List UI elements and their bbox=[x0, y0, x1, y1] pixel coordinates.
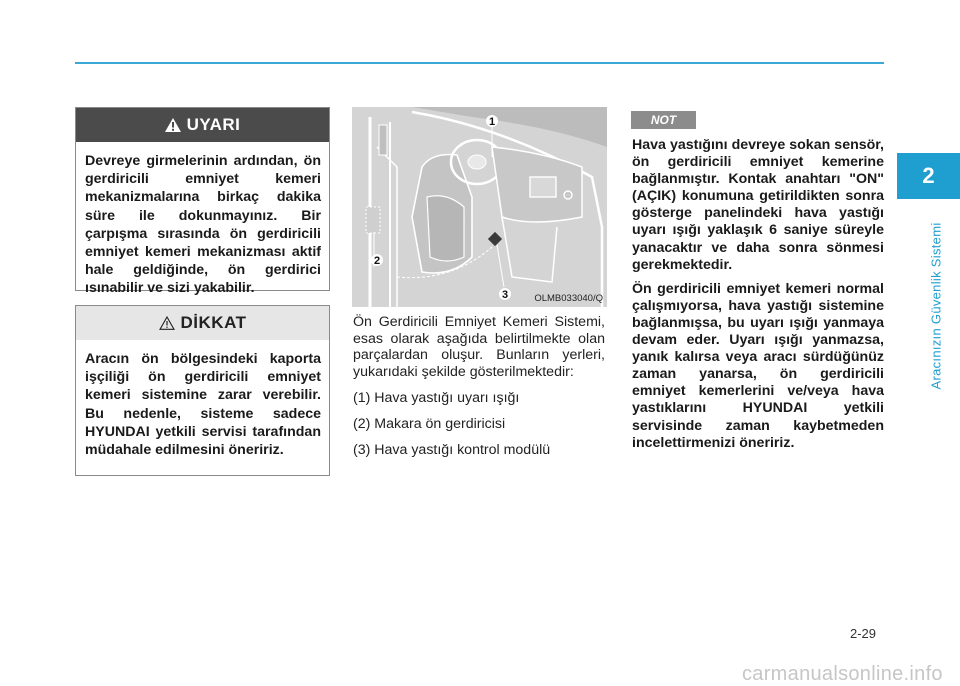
warning-header bbox=[76, 108, 329, 142]
intro-paragraph: Ön Gerdiricili Emniyet Kemeri Sistemi, esas olarak aşağıda belirtilmekte olan parçalardan oluşur. Bunların yerleri, yukarıdaki şekilde gösterilmektedir: bbox=[353, 314, 605, 380]
note-paragraph-1: Hava yastığını devreye sokan sensör, ön gerdiricili emniyet kemerine bağlanmıştır. Kontak anahtarı "ON" (AÇIK) konumuna getirildikten sonra gösterge panelindeki hava yastığı uyarı ışığı yaklaşık 6 saniye süreyle yanacaktır ve daha sonra sönmesi gerekmektedir. bbox=[632, 137, 884, 273]
figure-code: OLMB033040/Q bbox=[534, 293, 603, 304]
chapter-title bbox=[926, 216, 946, 396]
callout-3: 3 bbox=[501, 289, 509, 301]
main-text bbox=[353, 314, 605, 467]
seatbelt-pretensioner-illustration bbox=[352, 107, 607, 307]
callout-1: 1 bbox=[488, 116, 496, 128]
list-item: (1) Hava yastığı uyarı ışığı bbox=[353, 390, 520, 407]
caution-label: DİKKAT bbox=[180, 313, 247, 332]
caution-box bbox=[75, 305, 330, 476]
caution-header bbox=[76, 306, 329, 340]
list-item: (2) Makara ön gerdiricisi bbox=[353, 415, 506, 432]
note-paragraph-2: Ön gerdiricili emniyet kemeri normal çalışmıyorsa, hava yastığı sistemine bağlanmışsa, bu uyarı ışığı yanmaya devam eder. Uyarı ışığı yanmazsa, yanık kalırsa veya aracı sürdüğünüz zaman yanarsa, ön gerdiricili emniyet kemerlerini ve/veya hava yastıklarını HYUNDAI yetkili servisinde zaman kaybetmeden incelettirmenizi öneririz. bbox=[632, 280, 884, 451]
chapter-title-text: Aracınızın Güvenlik Sistemi bbox=[928, 222, 944, 390]
header-rule bbox=[75, 62, 884, 64]
watermark: carmanualsonline.info bbox=[742, 663, 943, 685]
warning-label: UYARI bbox=[186, 115, 241, 134]
list-item: (3) Hava yastığı kontrol modülü bbox=[353, 441, 551, 458]
caution-text: Aracın ön bölgesindeki kaporta işçiliği ön gerdiricili emniyet kemeri sistemine zarar verebilir. Bu nedenle, sisteme sadece HYUNDAI yetkili servisi tarafından müdahale edilmesini öneririz. bbox=[85, 351, 321, 459]
warning-box bbox=[75, 107, 330, 297]
callout-2: 2 bbox=[373, 255, 381, 267]
warning-icon bbox=[165, 118, 181, 132]
note-badge: NOT bbox=[631, 111, 696, 129]
note-text bbox=[632, 137, 884, 459]
chapter-number-tab[interactable]: 2 bbox=[897, 153, 960, 199]
page-number: 2-29 bbox=[850, 626, 877, 641]
car-interior-drawing bbox=[352, 107, 607, 307]
caution-icon bbox=[159, 316, 175, 330]
warning-text: Devreye girmelerinin ardından, ön gerdiricili emniyet kemeri mekanizmalarına birkaç dakika süre ile dokunmayınız. Bir çarpışma sırasında ön gerdiricili emniyet kemeri mekanizması aktif hale geldiğinde, ön gerdirici ısınabilir ve sizi yakabilir. bbox=[85, 153, 321, 297]
